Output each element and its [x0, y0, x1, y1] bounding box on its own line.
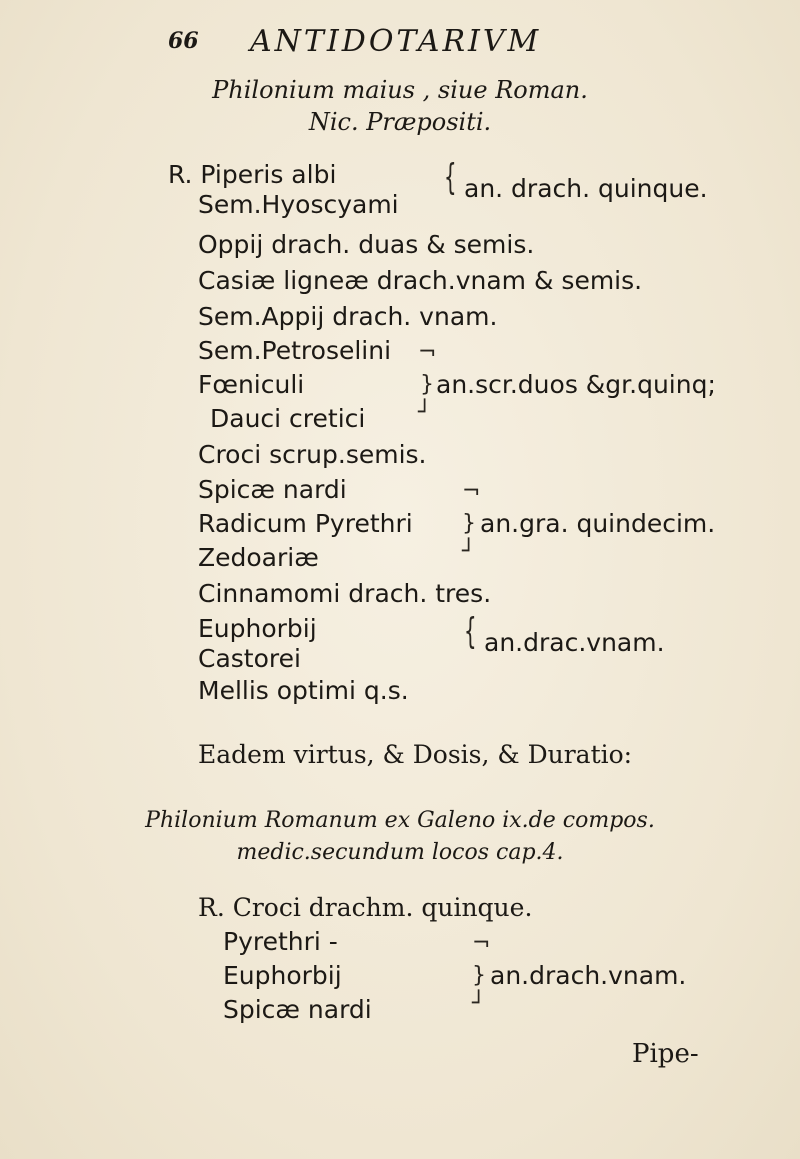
dose: an.scr.duos &gr.quinq;: [436, 370, 716, 399]
section-subtitle-2: medic.secundum locos cap.4.: [236, 840, 564, 865]
brace-glyph: {: [444, 157, 457, 198]
ingredient: Sem.Petroselini: [198, 336, 392, 365]
bracket-top: ¬: [472, 931, 491, 956]
ingredient: Castorei: [198, 644, 301, 673]
bracket-top: ¬: [418, 340, 437, 365]
recipe-lead: [168, 160, 336, 189]
ingredient: Spicæ nardi: [223, 995, 372, 1024]
bracket-mid: }: [472, 963, 486, 988]
catchword: Pipe-: [632, 1039, 699, 1069]
ingredient: Piperis albi: [200, 160, 337, 189]
ingredient: Spicæ nardi: [198, 475, 347, 504]
ingredient: Euphorbij: [223, 961, 342, 990]
ingredient: Radicum Pyrethri: [198, 509, 413, 538]
ingredient: Pyrethri -: [223, 927, 338, 956]
bracket-bottom: ┘: [472, 991, 486, 1016]
running-head: ANTIDOTARIVM: [250, 24, 542, 59]
ingredient: Zedoariæ: [198, 543, 319, 572]
bracket-mid: }: [462, 511, 476, 536]
bracket-bottom: ┘: [418, 400, 432, 425]
ingredient-line: Croci scrup.semis.: [198, 440, 427, 469]
section-title-2: Philonium Romanum ex Galeno ix.de compos.: [145, 808, 655, 833]
ingredient: Fœniculi: [198, 370, 305, 399]
dose: an.drac.vnam.: [484, 628, 665, 657]
ingredient-line: Sem.Appij drach. vnam.: [198, 302, 498, 331]
recipe-symbol: R.: [168, 160, 193, 189]
recipe-lead-line: R. Croci drachm. quinque.: [198, 893, 533, 922]
dose: an.gra. quindecim.: [480, 509, 716, 538]
ingredient-line: Casiæ ligneæ drach.vnam & semis.: [198, 266, 643, 295]
dose: an.drach.vnam.: [490, 961, 687, 990]
dose: an. drach. quinque.: [464, 174, 708, 203]
ingredient-line: Oppij drach. duas & semis.: [198, 230, 535, 259]
bracket-top: ¬: [462, 479, 481, 504]
section-subtitle-1: Nic. Præpositi.: [308, 108, 492, 136]
bracket-mid: }: [420, 372, 434, 397]
bracket-bottom: ┘: [462, 539, 476, 564]
ingredient: Sem.Hyoscyami: [198, 190, 399, 219]
ingredient-line: Cinnamomi drach. tres.: [198, 579, 492, 608]
page-number: 66: [168, 28, 199, 54]
closing-line: Eadem virtus, & Dosis, & Duratio:: [198, 740, 633, 769]
section-title-1: Philonium maius , siue Roman.: [212, 76, 588, 104]
ingredient: Dauci cretici: [210, 404, 366, 433]
ingredient: Euphorbij: [198, 614, 317, 643]
brace-glyph: {: [464, 611, 477, 652]
ingredient-line: Mellis optimi q.s.: [198, 676, 409, 705]
